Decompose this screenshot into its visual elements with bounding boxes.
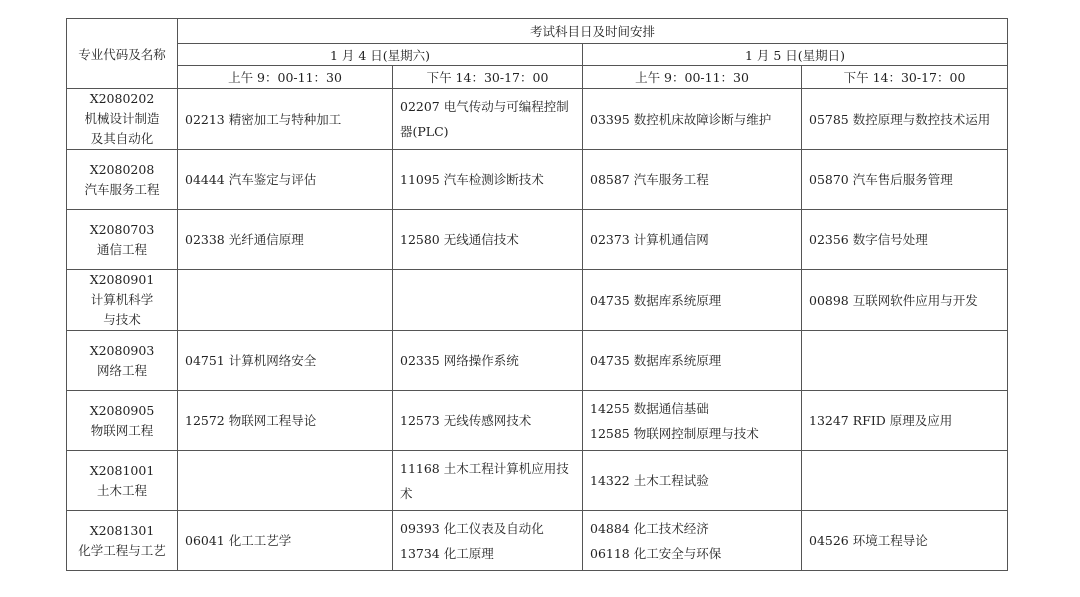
table-row — [67, 451, 1008, 511]
exam-cell — [178, 451, 393, 511]
exam-subject: 02356 数字信号处理 — [809, 232, 928, 247]
exam-subject: 12572 物联网工程导论 — [185, 413, 317, 428]
major-cell — [67, 391, 178, 451]
exam-cell — [802, 270, 1008, 331]
exam-cell — [393, 451, 583, 511]
exam-subject: 02338 光纤通信原理 — [185, 232, 304, 247]
exam-cell — [178, 270, 393, 331]
exam-cell — [393, 331, 583, 391]
exam-cell — [178, 331, 393, 391]
exam-subject: 02335 网络操作系统 — [400, 353, 519, 368]
exam-cell — [583, 89, 802, 150]
major-name: 通信工程 — [96, 241, 147, 257]
exam-subject: 03395 数控机床故障诊断与维护 — [590, 111, 772, 127]
major-name: 机械设计制造 — [84, 111, 160, 126]
exam-subject: 05785 数控原理与数控技术运用 — [809, 111, 991, 127]
major-code: X2080703 — [89, 221, 155, 237]
exam-cell — [802, 331, 1008, 391]
exam-subject: 05870 汽车售后服务管理 — [809, 172, 953, 187]
table-row — [67, 511, 1008, 571]
exam-subject: 术 — [400, 485, 413, 501]
major-code: X2080905 — [89, 402, 155, 418]
exam-subject: 04444 汽车鉴定与评估 — [185, 172, 317, 187]
exam-subject: 14255 数据通信基础 — [590, 400, 709, 416]
major-cell — [67, 511, 178, 571]
major-name: 与技术 — [103, 312, 141, 327]
exam-subject: 02373 计算机通信网 — [590, 232, 709, 247]
table-header — [67, 19, 1008, 89]
exam-subject: 器(PLC) — [400, 124, 449, 139]
exam-subject: 00898 互联网软件应用与开发 — [809, 292, 978, 308]
exam-subject: 04735 数据库系统原理 — [590, 353, 722, 368]
major-code: X2080901 — [89, 272, 155, 287]
time-header-day1-pm: 下午 14：30-17：00 — [393, 66, 583, 89]
major-cell — [67, 331, 178, 391]
major-name: 计算机科学 — [90, 292, 154, 307]
table-row — [67, 331, 1008, 391]
time-header-day2-am: 上午 9：00-11：30 — [583, 66, 802, 89]
exam-subject: 09393 化工仪表及自动化 — [400, 520, 544, 536]
date-header-day1: 1 月 4 日(星期六) — [178, 44, 583, 66]
exam-cell — [802, 150, 1008, 210]
major-code: X2081001 — [89, 462, 155, 478]
exam-cell — [393, 391, 583, 451]
exam-subject: 13247 RFID 原理及应用 — [809, 413, 953, 428]
time-header-day1-am: 上午 9：00-11：30 — [178, 66, 393, 89]
exam-cell — [583, 270, 802, 331]
exam-cell — [802, 451, 1008, 511]
exam-cell — [178, 89, 393, 150]
time-header-day2-pm: 下午 14：30-17：00 — [802, 66, 1008, 89]
table-row — [67, 270, 1008, 331]
exam-cell — [583, 331, 802, 391]
exam-subject: 12585 物联网控制原理与技术 — [590, 425, 759, 441]
major-name: 及其自动化 — [90, 131, 154, 146]
major-cell — [67, 210, 178, 270]
exam-cell — [802, 391, 1008, 451]
major-code: X2080208 — [89, 161, 155, 177]
exam-cell — [178, 150, 393, 210]
major-cell — [67, 270, 178, 331]
exam-cell — [583, 511, 802, 571]
exam-cell — [178, 511, 393, 571]
major-code: X2080903 — [89, 342, 155, 358]
exam-subject: 04751 计算机网络安全 — [185, 353, 317, 368]
table-row — [67, 89, 1008, 150]
date-header-day2: 1 月 5 日(星期日) — [583, 44, 1008, 66]
exam-subject: 02207 电气传动与可编程控制 — [400, 99, 569, 114]
major-name: 土木工程 — [96, 482, 147, 498]
exam-cell — [178, 391, 393, 451]
major-column-header: 专业代码及名称 — [67, 19, 178, 89]
exam-subject: 02213 精密加工与特种加工 — [185, 111, 342, 127]
exam-subject: 11168 土木工程计算机应用技 — [400, 460, 569, 476]
exam-cell — [583, 391, 802, 451]
table-row — [67, 391, 1008, 451]
exam-cell — [583, 210, 802, 270]
schedule-title-header: 考试科目日及时间安排 — [178, 19, 1008, 44]
exam-cell — [802, 210, 1008, 270]
major-code: X2080202 — [89, 91, 155, 106]
exam-subject: 04526 环境工程导论 — [809, 533, 928, 548]
exam-subject: 06118 化工安全与环保 — [590, 545, 722, 561]
exam-subject: 06041 化工工艺学 — [185, 533, 292, 548]
exam-cell — [393, 511, 583, 571]
exam-subject: 08587 汽车服务工程 — [590, 172, 709, 187]
exam-schedule-table — [66, 18, 1008, 571]
exam-subject: 04884 化工技术经济 — [590, 520, 709, 536]
major-cell — [67, 150, 178, 210]
exam-subject: 13734 化工原理 — [400, 545, 494, 561]
exam-subject: 12580 无线通信技术 — [400, 232, 519, 247]
major-code: X2081301 — [89, 522, 155, 538]
major-cell — [67, 451, 178, 511]
exam-cell — [393, 150, 583, 210]
major-cell — [67, 89, 178, 150]
exam-cell — [583, 150, 802, 210]
major-name: 网络工程 — [96, 362, 147, 378]
exam-cell — [802, 89, 1008, 150]
exam-cell — [178, 210, 393, 270]
exam-subject: 14322 土木工程试验 — [590, 473, 709, 488]
table-row — [67, 150, 1008, 210]
exam-cell — [393, 270, 583, 331]
exam-cell — [393, 89, 583, 150]
major-name: 化学工程与工艺 — [78, 542, 166, 558]
exam-cell — [802, 511, 1008, 571]
exam-cell — [393, 210, 583, 270]
exam-subject: 12573 无线传感网技术 — [400, 413, 532, 428]
table-row — [67, 210, 1008, 270]
exam-subject: 11095 汽车检测诊断技术 — [400, 172, 544, 187]
major-name: 物联网工程 — [90, 422, 154, 438]
major-name: 汽车服务工程 — [84, 181, 160, 197]
exam-cell — [583, 451, 802, 511]
exam-subject: 04735 数据库系统原理 — [590, 292, 722, 308]
table-body — [67, 89, 1008, 571]
